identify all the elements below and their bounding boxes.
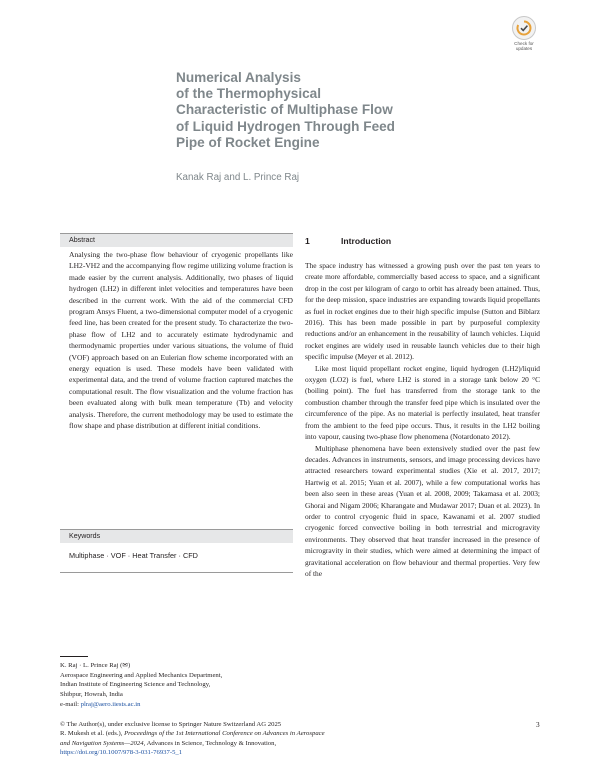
abstract-heading: Abstract <box>60 234 293 247</box>
abstract-text: Analysing the two-phase flow behaviour of cryogenic propellants like LH2-VH2 and the accompanying flow regime utilizing volume fraction is made easier by the current analysis. Additionally, two phases of liquid hydrogen (LH2) in different inlet velocities and temperatures have been described in the current work. With the aid of the commercial CFD program Ansys Fluent, a two-dimensional computer model of a cryogenic feed line, has been created for the present study. To characterize the two-phase flow of LH2 and to accurately estimate hydrodynamic and thermodynamic properties under various situations, the volume of fluid (VOF) approach based on an Eulerian flow scheme incorporated with an energy equation is used. These models have been validated with experimental data, and the trend of volume fraction captured matches the computational result. The flow visualization and the volume fraction has been evaluated along with bulk mean temperature (Tb) and velocity analysis. Therefore, the current methodology may be used to estimate the flow shape and phase distribution at different initial conditions. <box>69 250 293 431</box>
doi-link[interactable]: https://doi.org/10.1007/978-3-031-76937-5_1 <box>60 749 183 757</box>
citation-editors: R. Mukesh et al. (eds.), <box>60 730 125 738</box>
title-line: of Liquid Hydrogen Through Feed <box>176 118 395 134</box>
affiliation-email-row <box>60 700 295 710</box>
paper-title <box>176 70 476 151</box>
section-heading <box>305 236 391 246</box>
affiliation-rule <box>60 656 88 657</box>
keywords-bottom-rule <box>60 572 293 573</box>
citation-line <box>60 739 540 748</box>
email-link[interactable]: plraj@aero.iiests.ac.in <box>80 700 141 708</box>
check-updates-label: Check for updates <box>514 41 534 51</box>
affiliation-line: Indian Institute of Engineering Science and Technology, <box>60 681 211 689</box>
affiliation-authors: K. Raj · L. Prince Raj (✉) <box>60 662 131 669</box>
citation-line <box>60 729 540 738</box>
copyright-line: © The Author(s), under exclusive license to Springer Nature Switzerland AG 2025 <box>60 721 282 728</box>
keywords-heading: Keywords <box>60 530 293 543</box>
introduction-body <box>305 260 540 579</box>
check-updates-icon <box>512 16 536 40</box>
affiliation-line: Aerospace Engineering and Applied Mechanics Department, <box>60 671 223 679</box>
page-number: 3 <box>536 720 540 729</box>
paragraph: Like most liquid propellant rocket engine, liquid hydrogen (LH2)/liquid oxygen (LO2) is fuel, where LH2 is stored in a storage tank below 20 °C (boiling point). The fuel has transferred from the storage tank to the combustion chamber through the transfer feed pipe which is insulated over the circumference of the pipe. As no material is perfectly insulated, heat transfer from the ambient to the feed pipe occurs. Thus, it results in the LH2 boiling into vapour, causing two-phase flow phenomena (Notardonato 2012). <box>305 363 540 442</box>
check-updates-badge[interactable] <box>510 16 538 51</box>
affiliation <box>60 661 295 710</box>
page-footer <box>60 720 540 758</box>
email-label: e-mail: <box>60 700 81 708</box>
citation-series: , Advances in Science, Technology & Innovation, <box>143 739 277 747</box>
title-line: Pipe of Rocket Engine <box>176 134 320 150</box>
abstract-body <box>69 249 293 432</box>
author-list: Kanak Raj and L. Prince Raj <box>176 172 300 183</box>
title-line: Characteristic of Multiphase Flow <box>176 102 393 118</box>
citation-proceedings: Proceedings of the 1st International Conference on Advances in Aerospace <box>124 730 325 738</box>
paragraph: The space industry has witnessed a growing push over the past ten years to create more affordable, commercially based access to space, and a significant drop in the cost per kilogram of cargo to orbit has already been attained. Thus, for the deep mission, space industries are expanding towards liquid propellants as fuel in rocket engines due to their high specific impulse (Sutton and Biblarz 2016). This has been made possible in part by purposeful complexity reductions and/or an enhancement in the reusability of launch vehicles. Liquid rocket engines are widely used in reusable launch vehicles due to their high specific impulse (Meyer et al. 2012). <box>305 261 540 362</box>
citation-proceedings-cont: and Navigation Systems—2024 <box>60 739 144 747</box>
title-line: of the Thermophysical <box>176 86 322 102</box>
paragraph: Multiphase phenomena have been extensively studied over the past few decades. Advances in instruments, sensors, and image processing devices have attracted researchers toward experimental studies (Xie et al. 2017, 2017; Hartwig et al. 2015; Yuan et al. 2007), while a few computational works has been also seen in these areas (Yuan et al. 2008, 2009; Takamasa et al. 2003; Ghorai and Nigam 2006; Kharangate and Mudawar 2017; Duan et al. 2023). In order to control cryogenic fluid in space, Kawanami et al. 2007 studied cryogenic forced convective boiling in both terrestrial and microgravity environments. They observed that heat transfer increased in the presence of microgravity in their studies, which were aimed at determining the impact of gravitational acceleration on flow behaviour and thermal properties. Very few of the <box>305 443 540 578</box>
affiliation-line: Shibpur, Howrah, India <box>60 691 123 699</box>
keywords-list: Multiphase · VOF · Heat Transfer · CFD <box>69 551 198 560</box>
section-number: 1 <box>305 236 310 246</box>
title-line: Numerical Analysis <box>176 70 301 85</box>
section-title: Introduction <box>341 236 392 246</box>
